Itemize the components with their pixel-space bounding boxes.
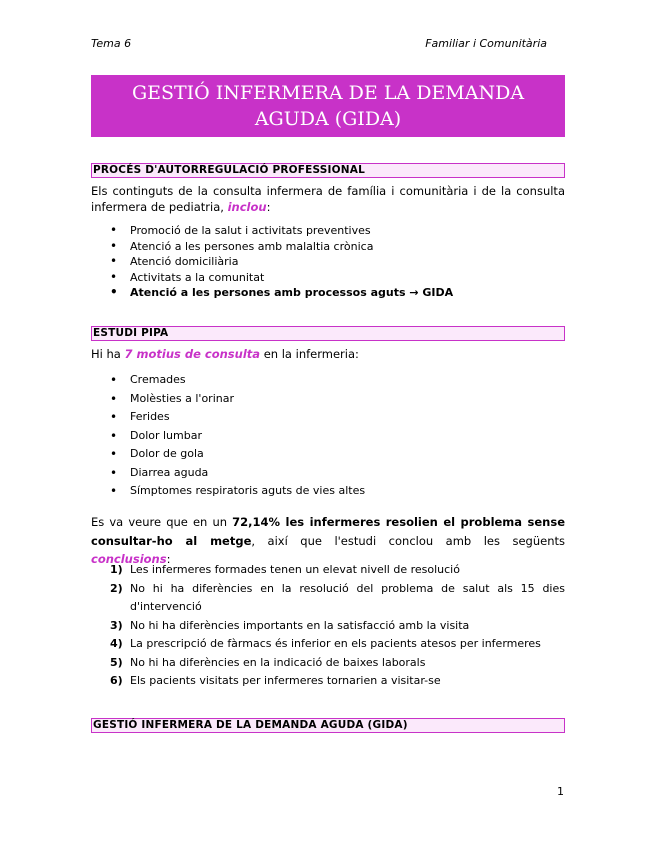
conclusion-text: Els pacients visitats per infermeres tornarien a visitar-se <box>130 674 441 687</box>
section2-intro-emphasis: 7 motius de consulta <box>124 347 261 361</box>
list-item: • Molèsties a l'orinar <box>91 390 565 409</box>
conclusion-item <box>91 654 565 673</box>
section-heading-estudi-pipa: ESTUDI PIPA <box>91 326 565 341</box>
conclusion-text: Les infermeres formades tenen un elevat nivell de resolució <box>130 563 460 576</box>
conclusion-item <box>91 635 565 654</box>
conclusion-item <box>91 561 565 580</box>
conclusion-text: La prescripció de fàrmacs és inferior en els pacients atesos per infermeres <box>130 637 541 650</box>
section1-intro-emphasis: inclou <box>227 200 267 214</box>
section-heading-gida: GESTIÓ INFERMERA DE LA DEMANDA AGUDA (GIDA) <box>91 718 565 733</box>
list-item: • Cremades <box>91 371 565 390</box>
page-number: 1 <box>557 785 564 798</box>
list-item: • Diarrea aguda <box>91 464 565 483</box>
conclusion-number: 4) <box>110 637 123 650</box>
conclusion-item <box>91 672 565 691</box>
section2-intro-b: en la infermeria: <box>260 347 359 361</box>
list-item: • Dolor lumbar <box>91 427 565 446</box>
list-item: • Activitats a la comunitat <box>91 270 565 286</box>
conclusion-number: 5) <box>110 655 123 669</box>
conclusion-number: 1) <box>110 563 123 576</box>
conclusion-number: 6) <box>110 674 123 687</box>
conclusion-number: 3) <box>110 618 123 632</box>
section2-intro <box>91 346 565 362</box>
document-title: GESTIÓ INFERMERA DE LA DEMANDA AGUDA (GIDA) <box>91 75 565 137</box>
section1-intro-end: : <box>266 200 271 214</box>
conclusion-text: No hi ha diferències en la indicació de baixes laborals <box>130 655 426 669</box>
list-item: • Promoció de la salut i activitats preventives <box>91 223 565 239</box>
header-subject: Familiar i Comunitària <box>425 37 547 50</box>
section-heading-autoregulacio: PROCÉS D'AUTORREGULACIÓ PROFESSIONAL <box>91 163 565 178</box>
conclusion-intro-emphasis: conclusions <box>91 552 167 566</box>
section2-intro-a: Hi ha <box>91 347 125 361</box>
section1-intro-text: Els continguts de la consulta infermera de família i comunitària i de la consulta infermera de pediatria, <box>91 184 565 214</box>
conclusion-text: No hi ha diferències importants en la satisfacció amb la visita <box>130 618 470 632</box>
list-item: • Atenció domiciliària <box>91 254 565 270</box>
conclusion-item <box>91 580 565 617</box>
list-item-highlight: • Atenció a les persones amb processos aguts → GIDA <box>91 285 565 301</box>
list-item: • Dolor de gola <box>91 445 565 464</box>
list-item: • Atenció a les persones amb malaltia crònica <box>91 239 565 255</box>
section2-bullet-list <box>91 371 565 501</box>
conclusion-intro-end: : <box>166 552 171 566</box>
section1-intro <box>91 183 565 215</box>
list-item: • Ferides <box>91 408 565 427</box>
conclusion-number: 2) <box>110 581 123 595</box>
section1-bullet-list <box>91 223 565 301</box>
conclusion-intro-bold: 72,14% les infermeres resolien el problema sense consultar-ho al metge <box>91 515 565 548</box>
list-item: • Símptomes respiratoris aguts de vies altes <box>91 482 565 501</box>
conclusion-intro-a: Es va veure que en un <box>91 515 233 529</box>
conclusions-list <box>91 561 565 691</box>
conclusion-intro-b: , així que l'estudi conclou amb les següents <box>251 533 565 548</box>
conclusion-item <box>91 617 565 636</box>
header-topic: Tema 6 <box>91 37 132 50</box>
conclusion-text: No hi ha diferències en la resolució del problema de salut als 15 dies d'intervenció <box>130 581 565 613</box>
